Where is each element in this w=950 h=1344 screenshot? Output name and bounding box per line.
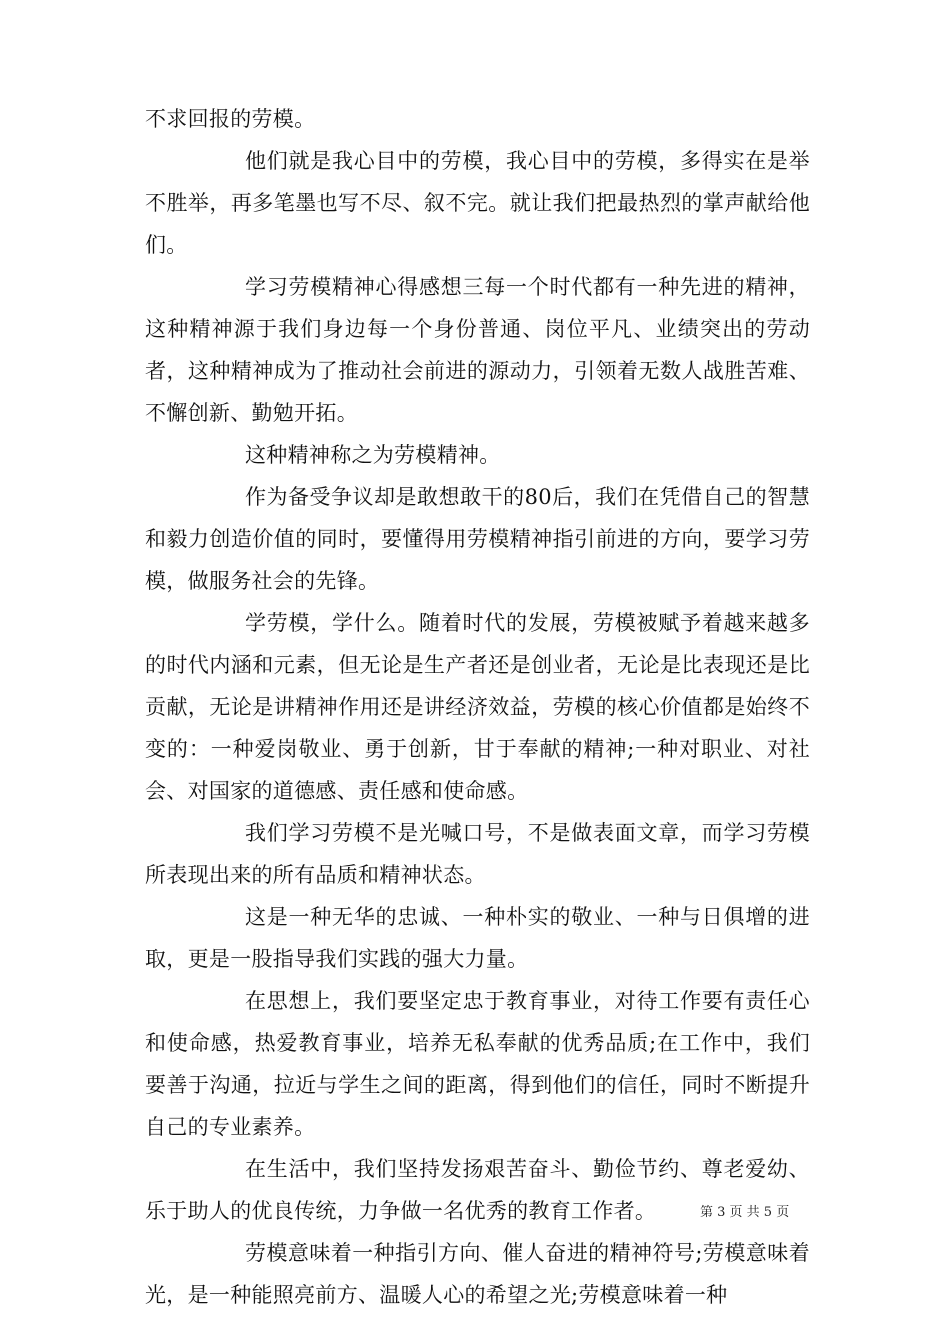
paragraph-3: 学习劳模精神心得感想三每一个时代都有一种先进的精神，这种精神源于我们身边每一个身份普通、岗位平凡、业绩突出的劳动者，这种精神成为了推动社会前进的源动力，引领着无数人战胜苦难、不懈创新、勤勉开拓。 bbox=[145, 275, 810, 425]
paragraph-2: 他们就是我心目中的劳模，我心目中的劳模，多得实在是举不胜举，再多笔墨也写不尽、叙不完。就让我们把最热烈的掌声献给他们。 bbox=[145, 149, 810, 257]
paragraph-4: 这种精神称之为劳模精神。 bbox=[245, 443, 501, 467]
paragraph-9: 在思想上，我们要坚定忠于教育事业，对待工作要有责任心和使命感，热爱教育事业，培养无私奉献的优秀品质;在工作中，我们要善于沟通，拉近与学生之间的距离，得到他们的信任，同时不断提升自己的专业素养。 bbox=[145, 989, 810, 1139]
paragraph-11: 劳模意味着一种指引方向、催人奋进的精神符号;劳模意味着光，是一种能照亮前方、温暖人心的希望之光;劳模意味着一种 bbox=[145, 1241, 810, 1307]
paragraph-5: 作为备受争议却是敢想敢干的80后，我们在凭借自己的智慧和毅力创造价值的同时，要懂得用劳模精神指引前进的方向，要学习劳模，做服务社会的先锋。 bbox=[145, 485, 810, 593]
paragraph-1: 不求回报的劳模。 bbox=[145, 107, 316, 131]
paragraph-6: 学劳模，学什么。随着时代的发展，劳模被赋予着越来越多的时代内涵和元素，但无论是生产者还是创业者，无论是比表现还是比贡献，无论是讲精神作用还是讲经济效益，劳模的核心价值都是始终不变的：一种爱岗敬业、勇于创新，甘于奉献的精神;一种对职业、对社会、对国家的道德感、责任感和使命感。 bbox=[145, 611, 810, 803]
paragraph-8: 这是一种无华的忠诚、一种朴实的敬业、一种与日俱增的进取，更是一股指导我们实践的强大力量。 bbox=[145, 905, 810, 971]
page-number: 第 3 页 共 5 页 bbox=[700, 1205, 790, 1220]
paragraph-7: 我们学习劳模不是光喊口号，不是做表面文章，而学习劳模所表现出来的所有品质和精神状态。 bbox=[145, 821, 810, 887]
paragraph-10: 在生活中，我们坚持发扬艰苦奋斗、勤俭节约、尊老爱幼、乐于助人的优良传统，力争做一名优秀的教育工作者。 bbox=[145, 1157, 810, 1223]
body-text bbox=[145, 98, 810, 1316]
